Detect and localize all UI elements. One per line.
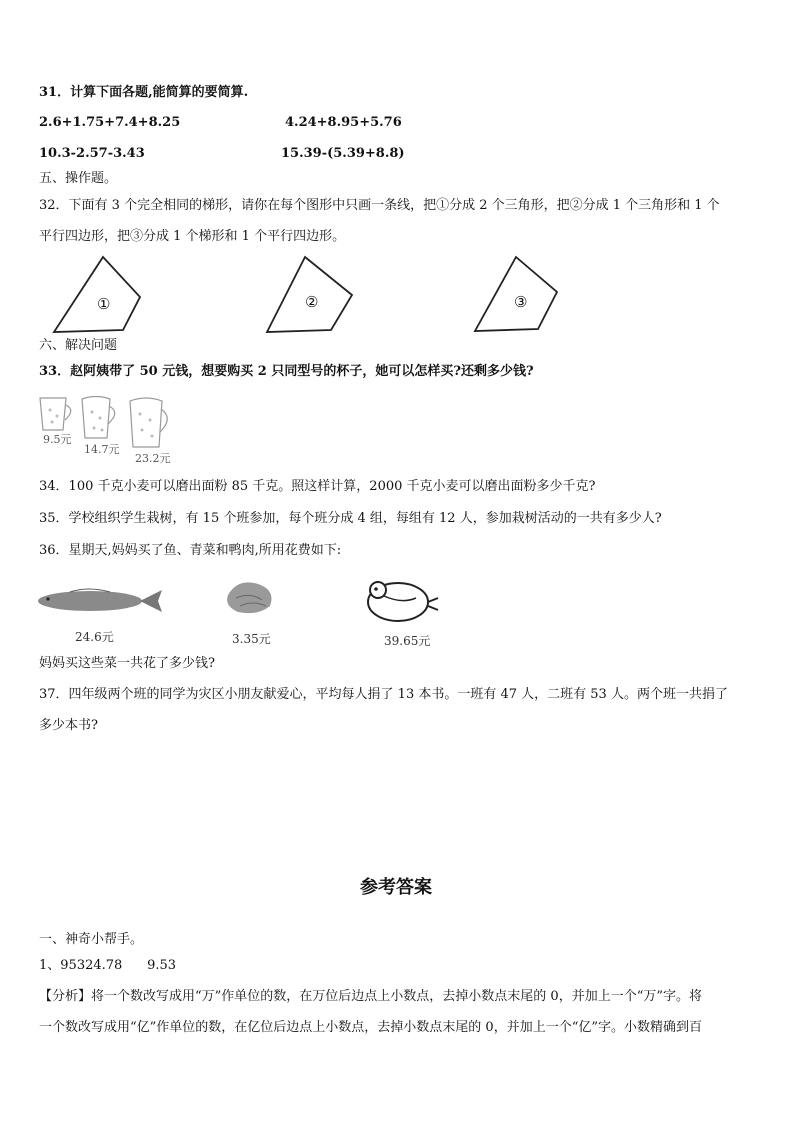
trapezoid-1-label: ① [97,295,111,313]
vegetable-icon [227,582,271,613]
q31-expression-1: 2.6+1.75+7.4+8.25 [39,115,181,130]
answers-title: 参考答案 [360,877,432,898]
q36-text: 36．星期天,妈妈买了鱼、青菜和鸭肉,所用花费如下: [39,543,342,558]
duck-icon [368,582,438,621]
q33-text: 33．赵阿姨带了 50 元钱，想要购买 2 只同型号的杯子，她可以怎样买?还剩多少钱? [39,364,534,379]
duck-price: 39.65元 [384,634,431,648]
analysis-line-1: 【分析】将一个数改写成用“万”作单位的数，在万位后边点上小数点，去掉小数点末尾的 0，并加上一个“万”字。将 [39,989,702,1004]
q31-expression-4: 15.39-(5.39+8.8) [281,146,405,161]
cup-2-price: 14.7元 [84,443,120,456]
fish-icon [38,589,162,612]
q32-line-1: 32．下面有 3 个完全相同的梯形，请你在每个图形中只画一条线，把①分成 2 个三角形，把②分成 1 个三角形和 1 个 [39,198,720,213]
cup-1-price: 9.5元 [43,433,72,446]
q34-text: 34．100 千克小麦可以磨出面粉 85 千克。照这样计算，2000 千克小麦可以磨出面粉多少千克? [39,479,596,494]
fish-price: 24.6元 [75,630,114,644]
q32-line-2: 平行四边形，把③分成 1 个梯形和 1 个平行四边形。 [39,229,346,244]
q35-text: 35．学校组织学生栽树，有 15 个班参加，每个班分成 4 组，每组有 12 人，参加栽树活动的一共有多少人? [39,511,662,526]
q31-expression-2: 4.24+8.95+5.76 [285,115,402,130]
q37-line-1: 37．四年级两个班的同学为灾区小朋友献爱心，平均每人捐了 13 本书。一班有 47 人，二班有 53 人。两个班一共捐了 [39,687,728,702]
q37-line-2: 多少本书? [39,718,98,733]
trapezoid-2-label: ② [305,293,319,311]
q31-heading: 31．计算下面各题,能简算的要简算. [39,85,249,100]
trapezoid-3-label: ③ [514,293,528,311]
q36-question: 妈妈买这些菜一共花了多少钱? [39,656,215,671]
vegetable-price: 3.35元 [232,632,271,646]
section-5-heading: 五、操作题。 [39,171,118,186]
analysis-line-2: 一个数改写成用“亿”作单位的数，在亿位后边点上小数点，去掉小数点末尾的 0，并加上一个“亿”字。小数精确到百 [39,1020,702,1035]
q31-expression-3: 10.3-2.57-3.43 [39,146,145,161]
section-6-heading: 六、解决问题 [39,338,118,353]
cup-3-price: 23.2元 [135,452,171,465]
answers-section-1: 一、神奇小帮手。 [39,932,144,947]
answer-1: 1、95324.78 9.53 [39,958,177,973]
